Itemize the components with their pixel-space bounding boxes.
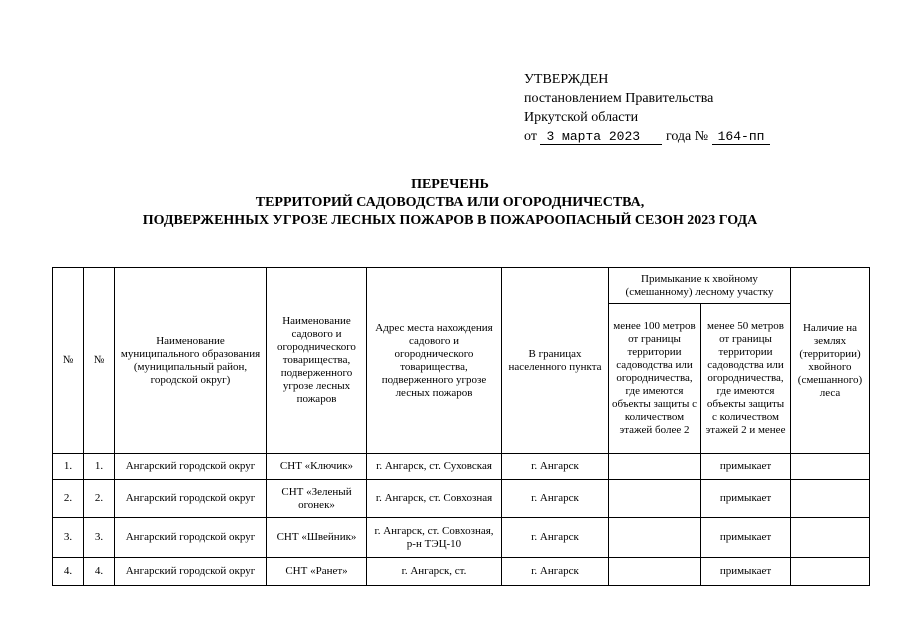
row-number-1: 4.	[53, 558, 84, 586]
approval-date: 3 марта 2023	[540, 130, 662, 145]
less-100m-cell	[609, 480, 701, 518]
less-50m-cell: примыкает	[701, 454, 791, 480]
row-number-1: 1.	[53, 454, 84, 480]
header-no-1: №	[53, 268, 84, 454]
row-number-2: 4.	[84, 558, 115, 586]
approval-line-3: Иркутской области	[524, 110, 639, 125]
row-number-1: 2.	[53, 480, 84, 518]
partnership-cell: СНТ «Ранет»	[267, 558, 367, 586]
row-number-2: 3.	[84, 518, 115, 558]
header-less-100m: менее 100 метров от границы территории садоводства или огородничества, где имеются объекты защиты с количеством этажей более 2	[609, 304, 701, 454]
table-row	[53, 518, 870, 558]
approval-title: УТВЕРЖДЕН	[524, 72, 609, 87]
less-50m-cell: примыкает	[701, 518, 791, 558]
partnership-cell: СНТ «Ключик»	[267, 454, 367, 480]
forest-cell	[791, 518, 870, 558]
approval-from-label: от	[524, 129, 537, 144]
header-no-2: №	[84, 268, 115, 454]
address-cell: г. Ангарск, ст. Совхозная, р-н ТЭЦ-10	[367, 518, 502, 558]
forest-cell	[791, 558, 870, 586]
approval-line-2: постановлением Правительства	[524, 91, 714, 106]
forest-cell	[791, 480, 870, 518]
header-forest: Наличие на землях (территории) хвойного (смешанного) леса	[791, 268, 870, 454]
partnership-cell: СНТ «Зеленый огонек»	[267, 480, 367, 518]
less-50m-cell: примыкает	[701, 480, 791, 518]
within-cell: г. Ангарск	[502, 480, 609, 518]
table-row	[53, 558, 870, 586]
municipality-cell: Ангарский городской округ	[115, 454, 267, 480]
municipality-cell: Ангарский городской округ	[115, 518, 267, 558]
less-100m-cell	[609, 518, 701, 558]
approval-number: 164-пп	[712, 130, 771, 145]
municipality-cell: Ангарский городской округ	[115, 558, 267, 586]
address-cell: г. Ангарск, ст. Совхозная	[367, 480, 502, 518]
header-municipality: Наименование муниципального образования (муниципальный район, городской округ)	[115, 268, 267, 454]
header-row-1	[53, 268, 870, 304]
table-row	[53, 454, 870, 480]
heading-line-3: ПОДВЕРЖЕННЫХ УГРОЗЕ ЛЕСНЫХ ПОЖАРОВ В ПОЖАРООПАСНЫЙ СЕЗОН 2023 ГОДА	[142, 213, 758, 228]
header-within-settlement: В границах населенного пункта	[502, 268, 609, 454]
partnership-cell: СНТ «Швейник»	[267, 518, 367, 558]
document-heading	[40, 176, 860, 230]
territories-table	[52, 267, 870, 586]
within-cell: г. Ангарск	[502, 558, 609, 586]
address-cell: г. Ангарск, ст.	[367, 558, 502, 586]
heading-line-1: ПЕРЕЧЕНЬ	[411, 177, 489, 192]
less-100m-cell	[609, 454, 701, 480]
header-address: Адрес места нахождения садового и огороднического товарищества, подверженного угрозе лесных пожаров	[367, 268, 502, 454]
within-cell: г. Ангарск	[502, 454, 609, 480]
municipality-cell: Ангарский городской округ	[115, 480, 267, 518]
address-cell: г. Ангарск, ст. Суховская	[367, 454, 502, 480]
approval-block	[524, 70, 770, 146]
row-number-1: 3.	[53, 518, 84, 558]
table-row	[53, 480, 870, 518]
approval-date-line	[524, 127, 770, 146]
less-100m-cell	[609, 558, 701, 586]
forest-cell	[791, 454, 870, 480]
header-less-50m: менее 50 метров от границы территории садоводства или огородничества, где имеются объекты защиты с количеством этажей 2 и менее	[701, 304, 791, 454]
approval-year-label: года №	[665, 129, 709, 144]
header-partnership: Наименование садового и огороднического товарищества, подверженного угрозе лесных пожаров	[267, 268, 367, 454]
heading-line-2: ТЕРРИТОРИЙ САДОВОДСТВА ИЛИ ОГОРОДНИЧЕСТВА,	[255, 195, 645, 210]
row-number-2: 1.	[84, 454, 115, 480]
less-50m-cell: примыкает	[701, 558, 791, 586]
row-number-2: 2.	[84, 480, 115, 518]
header-adjacency: Примыкание к хвойному (смешанному) лесному участку	[609, 268, 791, 304]
within-cell: г. Ангарск	[502, 518, 609, 558]
